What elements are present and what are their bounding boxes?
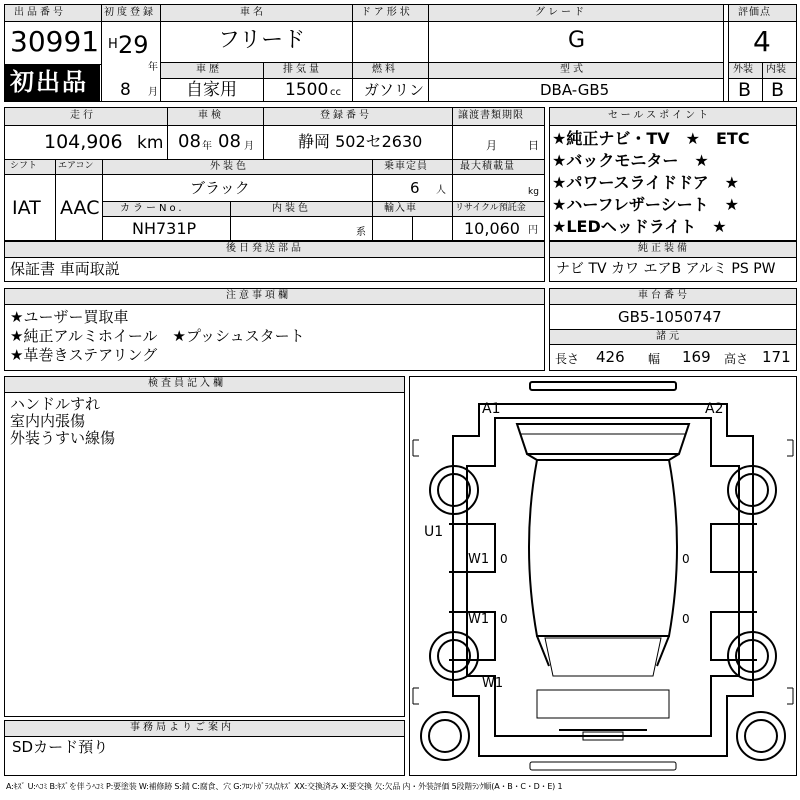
load-label: 最大積載量 <box>460 161 515 172</box>
length: 426 <box>596 348 625 366</box>
sales-line3: ★パワースライドドア ★ <box>552 173 739 192</box>
sales-line4: ★ハーフレザーシート ★ <box>552 195 739 214</box>
diagram-w1-a: W1 <box>468 552 490 567</box>
plate: 静岡 502セ2630 <box>298 132 423 151</box>
color-label: 外装色 <box>210 161 249 172</box>
transfer-day: 日 <box>528 139 539 152</box>
ext-label: 外装 <box>733 64 753 75</box>
int-grade: B <box>771 79 785 101</box>
length-label: 長さ <box>555 352 580 366</box>
sales-line2: ★バックモニター ★ <box>552 151 709 170</box>
dimensions-label: 諸元 <box>656 331 682 342</box>
notes-line2: ★純正アルミホイール ★プッシュスタート <box>10 327 305 345</box>
model: DBA-GB5 <box>540 81 610 99</box>
diagram-w1-c: W1 <box>482 676 504 691</box>
lot-label: 出品番号 <box>14 7 66 18</box>
fuel-label: 燃料 <box>372 64 398 75</box>
office-value: SDカード預り <box>12 738 109 756</box>
import-label: 輸入車 <box>384 203 417 214</box>
shift: IAT <box>12 197 41 219</box>
notes-label: 注意事項欄 <box>226 290 291 301</box>
seats-unit: 人 <box>436 185 446 196</box>
int-label: 内装 <box>766 64 786 75</box>
score-label: 評価点 <box>738 7 771 18</box>
fuel: ガソリン <box>364 81 425 99</box>
diagram-u1: U1 <box>424 524 444 540</box>
model-label: 型式 <box>560 64 586 75</box>
ac-label: エアコン <box>58 161 94 171</box>
diagram-a1: A1 <box>482 401 501 417</box>
equipment-value: ナビ TV カワ エアB アルミ PS PW <box>556 261 776 277</box>
interior-color-label: 内装色 <box>272 203 311 214</box>
reg-year: 29 <box>118 31 149 59</box>
inspector-label: 検査員記入欄 <box>148 378 226 389</box>
history-label: 車歴 <box>196 64 222 75</box>
first-time-text: 初出品 <box>10 68 88 96</box>
header-label-row2 <box>160 62 723 78</box>
sales-label: セールスポイント <box>608 110 712 121</box>
recycle: 10,060 <box>464 219 520 238</box>
diagram-zero-d: 0 <box>682 612 690 626</box>
cc-unit: cc <box>330 87 341 98</box>
color: ブラック <box>190 179 250 197</box>
width-label: 幅 <box>648 352 661 366</box>
car-diagram <box>409 376 797 776</box>
later-value: 保証書 車両取説 <box>10 260 120 278</box>
legend: A:ｷｽﾞ U:ﾍｺﾐ B:ｷｽﾞを伴うﾍｺﾐ P:要塗装 W:補修跡 S:錆 C:腐食、穴 G:ﾌﾛﾝﾄｶﾞﾗｽ点ｷｽﾞ XX:交換済み X:要交換 欠:欠品 内・外装評価 5段階ﾗﾝｸ順(A・B・C・D・E) 1 <box>6 782 563 791</box>
inspector-line1: ハンドルすれ <box>10 395 101 413</box>
insp-year: 08 <box>178 131 201 152</box>
inspector-line3: 外装うすい線傷 <box>10 429 116 447</box>
chassis-value: GB5-1050747 <box>618 308 722 326</box>
reg-label: 初度登録 <box>104 7 156 18</box>
diagram-zero-c: 0 <box>682 552 690 566</box>
km-unit: km <box>137 133 164 153</box>
history: 自家用 <box>186 80 237 100</box>
insp-month: 08 <box>218 131 241 152</box>
insp-year-unit: 年 <box>202 141 212 152</box>
seats: 6 <box>410 179 420 197</box>
sales-line1: ★純正ナビ・TV ★ ETC <box>552 129 750 148</box>
kg-unit: kg <box>528 187 539 197</box>
month-unit: 月 <box>148 87 158 98</box>
notes-line1: ★ユーザー買取車 <box>10 308 129 326</box>
reg-month: 8 <box>120 80 131 100</box>
recycle-label: リサイクル預託金 <box>455 203 526 213</box>
displacement: 1500 <box>285 80 329 100</box>
yen-unit: 円 <box>528 225 538 236</box>
displacement-label: 排気量 <box>283 64 322 75</box>
transfer-label: 譲渡書類期限 <box>458 110 524 121</box>
ext-grade: B <box>738 79 752 101</box>
era: H <box>108 37 118 52</box>
color-no: NH731P <box>132 219 197 238</box>
ac: AAC <box>60 197 100 219</box>
car-name-label: 車名 <box>240 7 266 18</box>
seats-label: 乗車定員 <box>384 161 428 172</box>
insp-month-unit: 月 <box>244 141 254 152</box>
year-unit: 年 <box>148 62 158 73</box>
diagram-zero-b: 0 <box>500 612 508 626</box>
equipment-label: 純正装備 <box>638 243 690 254</box>
sales-line5: ★LEDヘッドライト ★ <box>552 217 727 236</box>
diagram-a2: A2 <box>705 401 724 417</box>
inspection-label: 車検 <box>198 110 224 121</box>
height: 171 <box>762 348 791 366</box>
score: 4 <box>753 25 771 58</box>
door-label: ドア形状 <box>361 7 413 18</box>
diagram-zero-a: 0 <box>500 552 508 566</box>
color-no-label: カラーNo. <box>120 203 185 214</box>
transfer-month: 月 <box>486 139 497 152</box>
lot-number: 30991 <box>10 25 100 58</box>
interior-unit: 系 <box>356 227 366 238</box>
car-name: フリード <box>218 28 306 53</box>
height-label: 高さ <box>724 352 749 366</box>
grade: G <box>568 28 586 53</box>
shift-label: シフト <box>10 161 38 171</box>
grade-label: グレード <box>535 7 587 18</box>
office-label: 事務局よりご案内 <box>130 722 234 733</box>
mileage-label: 走行 <box>70 110 96 121</box>
diagram-w1-b: W1 <box>468 612 490 627</box>
plate-label: 登録番号 <box>320 110 372 121</box>
mileage: 104,906 <box>44 131 123 153</box>
chassis-label: 車台番号 <box>638 290 690 301</box>
later-label: 後日発送部品 <box>226 243 304 254</box>
width: 169 <box>682 348 711 366</box>
inspector-line2: 室内内張傷 <box>10 412 86 430</box>
notes-line3: ★革巻きステアリング <box>10 346 158 364</box>
